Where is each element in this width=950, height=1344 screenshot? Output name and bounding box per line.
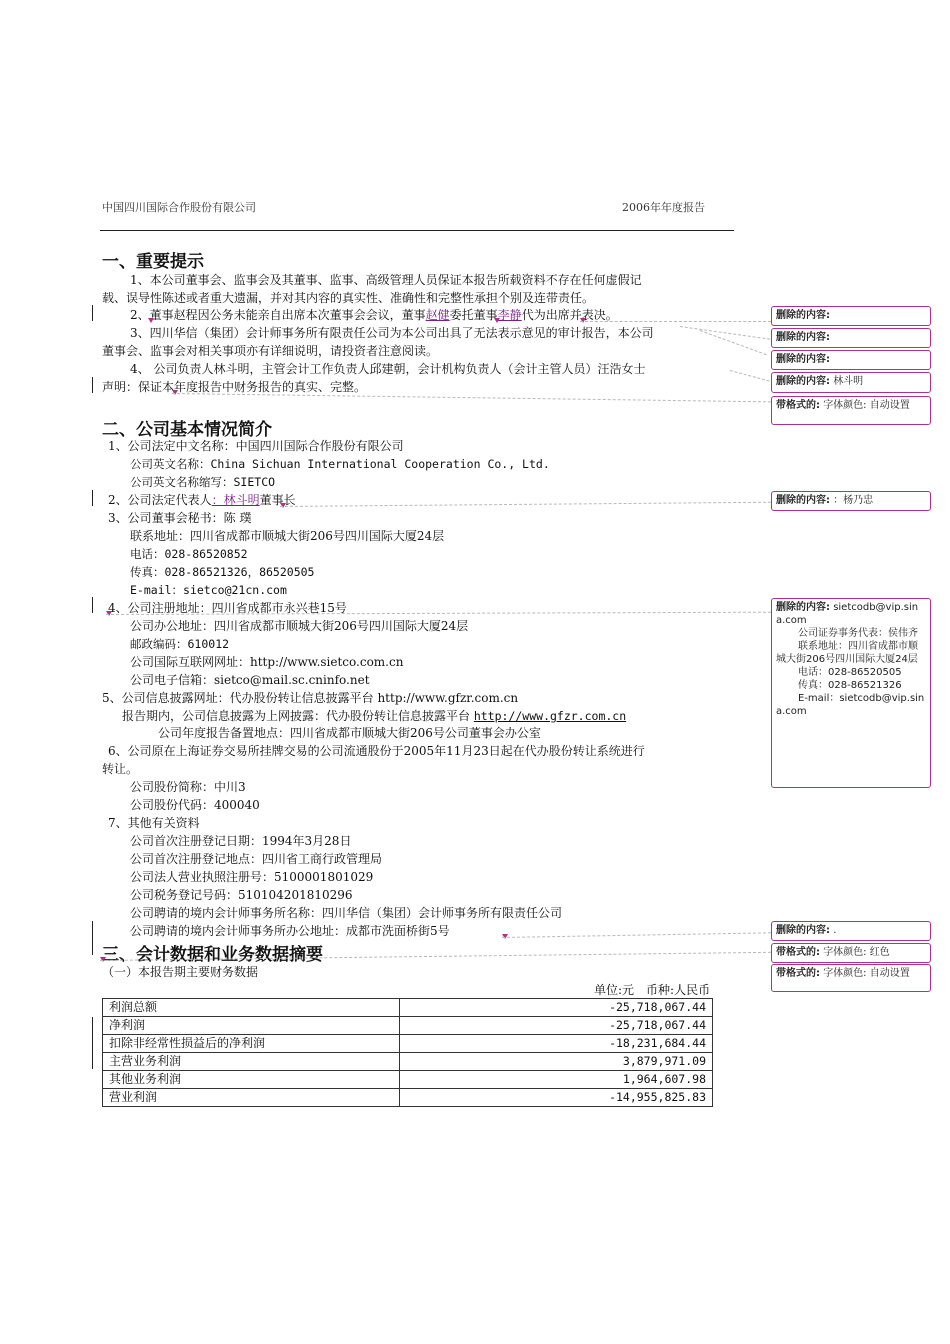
disclosure-link[interactable]: http://www.gfzr.com.cn: [473, 709, 627, 723]
comment-label: 删除的内容:: [776, 495, 830, 506]
para-1-line-1: 1、本公司董事会、监事会及其董事、监事、高级管理人员保证本报告所载资料不存在任何虚假记: [130, 273, 642, 287]
para-4-line-2: 声明：保证本年度报告中财务报告的真实、完整。: [102, 380, 367, 394]
inserted-text[interactable]: 李静: [497, 308, 522, 322]
section-1-title: 一、重要提示: [102, 252, 204, 272]
comment-balloon[interactable]: [771, 350, 931, 370]
unit-label: 单位:元 币种:人民币: [594, 983, 711, 997]
info-line: 公司首次注册登记日期：1994年3月28日: [130, 834, 352, 848]
table-row: [103, 999, 713, 1017]
para-3-line-2: 董事会、监事会对相关事项亦有详细说明，请投资者注意阅读。: [102, 344, 439, 358]
info-line: 公司首次注册登记地点：四川省工商行政管理局: [130, 852, 383, 866]
row-value: 1,964,607.98: [400, 1071, 713, 1089]
change-bar: [92, 490, 93, 506]
legal-rep-title: 董事长: [259, 493, 296, 507]
comment-balloon[interactable]: [771, 328, 931, 348]
table-row: [103, 1089, 713, 1107]
table-row: [103, 1053, 713, 1071]
info-line: 1、公司法定中文名称：中国四川国际合作股份有限公司: [108, 439, 404, 453]
comment-text: 电话：028-86520505: [798, 667, 902, 678]
comment-label: 删除的内容:: [776, 376, 830, 387]
inserted-text[interactable]: 赵健: [425, 308, 450, 322]
info-line: 4、公司注册地址：四川省成都市永兴巷15号: [108, 601, 347, 615]
revision-marker-icon: [148, 318, 154, 323]
row-label: 营业利润: [103, 1089, 400, 1107]
comment-balloon[interactable]: [771, 598, 931, 788]
info-line: 联系地址：四川省成都市顺城大街206号四川国际大厦24层: [130, 529, 445, 543]
disclosure-text: 报告期内，公司信息披露为上网披露：代办股份转让信息披露平台: [122, 709, 474, 723]
comment-balloon[interactable]: [771, 921, 931, 941]
header-rule: [100, 230, 734, 231]
info-line: 电话：028-86520852: [130, 547, 248, 561]
info-line: E-mail：sietco@21cn.com: [130, 583, 287, 597]
comment-text: 公司证券事务代表：侯伟齐: [798, 628, 918, 639]
table-row: [103, 1071, 713, 1089]
para-1-line-2: 载、误导性陈述或者重大遗漏，并对其内容的真实性、准确性和完整性承担个别及连带责任。: [102, 291, 595, 305]
comment-text: .: [833, 925, 837, 936]
comment-text: E-mail：sietcodb@vip.sina.com: [776, 693, 925, 717]
info-line: 公司聘请的境内会计师事务所办公地址：成都市洗面桥街5号: [130, 924, 450, 938]
info-line: 3、公司董事会秘书：陈 璞: [108, 511, 252, 525]
comment-label: 删除的内容:: [776, 354, 830, 365]
comment-connector: [580, 321, 771, 322]
comment-connector: [172, 393, 771, 402]
info-line: 7、其他有关资料: [108, 816, 200, 830]
comment-label: 删除的内容:: [776, 310, 830, 321]
table-row: [103, 1035, 713, 1053]
section-2-title: 二、公司基本情况简介: [102, 420, 272, 440]
info-line: 公司税务登记号码：510104201810296: [130, 888, 353, 902]
comment-text: 林斗明: [833, 376, 864, 387]
section-3-title: 三、会计数据和业务数据摘要: [102, 945, 323, 965]
comment-balloon[interactable]: [771, 943, 931, 963]
comment-text: 字体颜色: 自动设置: [823, 400, 910, 411]
change-bar: [92, 305, 93, 321]
change-bar: [92, 377, 93, 393]
info-line: 公司年度报告备置地点：四川省成都市顺城大街206号公司董事会办公室: [158, 726, 541, 740]
legal-rep-label: 2、公司法定代表人: [108, 493, 212, 507]
para-2: [130, 306, 618, 324]
comment-connector: [502, 932, 771, 938]
info-line: 公司英文名称缩写：SIETCO: [130, 475, 276, 489]
comment-connector: [730, 370, 770, 382]
comment-label: 带格式的:: [776, 968, 820, 979]
row-label: 利润总额: [103, 999, 400, 1017]
comment-balloon[interactable]: [771, 396, 931, 425]
comment-text: sietcodb@vip.sina.com: [776, 602, 919, 626]
info-line: 公司聘请的境内会计师事务所名称：四川华信（集团）会计师事务所有限责任公司: [130, 906, 563, 920]
info-line: 5、公司信息披露网址：代办股份转让信息披露平台 http://www.gfzr.com.cn: [102, 691, 519, 705]
info-line: 公司法人营业执照注册号：5100001801029: [130, 870, 374, 884]
row-value: -25,718,067.44: [400, 999, 713, 1017]
info-line: 6、公司原在上海证券交易所挂牌交易的公司流通股份于2005年11月23日起在代办股份转让系统进行: [108, 744, 645, 758]
info-line-disclosure: [122, 707, 626, 725]
info-line: 公司股份简称：中川3: [130, 780, 246, 794]
change-bar: [92, 597, 93, 613]
info-line: 公司电子信箱：sietco@mail.sc.cninfo.net: [130, 673, 370, 687]
comment-balloon[interactable]: [771, 372, 931, 393]
info-line-legal-rep: [108, 491, 296, 509]
row-label: 净利润: [103, 1017, 400, 1035]
header-company: 中国四川国际合作股份有限公司: [102, 201, 256, 214]
change-bar: [92, 921, 93, 955]
comment-balloon[interactable]: [771, 964, 931, 992]
row-label: 主营业务利润: [103, 1053, 400, 1071]
comment-balloon[interactable]: [771, 306, 931, 326]
row-label: 其他业务利润: [103, 1071, 400, 1089]
row-value: -25,718,067.44: [400, 1017, 713, 1035]
info-line: 公司国际互联网网址：http://www.sietco.com.cn: [130, 655, 404, 669]
comment-text: 传真：028-86521326: [798, 680, 902, 691]
table-row: [103, 1017, 713, 1035]
info-line: 公司股份代码：400040: [130, 798, 260, 812]
para-2-mid: 委托董事: [449, 308, 498, 322]
comment-label: 删除的内容:: [776, 602, 830, 613]
comment-label: 带格式的:: [776, 400, 820, 411]
para-2-pre: 2、董事赵程因公务未能亲自出席本次董事会会议，董事: [130, 308, 426, 322]
row-value: 3,879,971.09: [400, 1053, 713, 1071]
comment-text: 联系地址：四川省成都市顺城大街206号四川国际大厦24层: [776, 641, 918, 665]
info-line: 转让。: [102, 762, 139, 776]
para-4-line-1: 4、 公司负责人林斗明，主管会计工作负责人邱建朝，会计机构负责人（会计主管人员）汪浩女士: [130, 362, 646, 376]
comment-label: 带格式的:: [776, 947, 820, 958]
info-line: 公司英文名称：China Sichuan International Cooperation Co., Ltd.: [130, 457, 550, 471]
comment-balloon[interactable]: [771, 491, 931, 511]
comment-connector: [680, 326, 770, 340]
change-bar: [92, 1017, 93, 1069]
revision-marker-icon: [494, 318, 500, 323]
comment-text: ：杨乃忠: [833, 495, 874, 506]
header-report-title: 2006年年度报告: [622, 201, 705, 214]
section-3-subtitle: （一）本报告期主要财务数据: [102, 965, 259, 979]
info-line: 公司办公地址：四川省成都市顺城大街206号四川国际大厦24层: [130, 619, 469, 633]
comment-connector: [280, 502, 771, 507]
comment-text: 字体颜色: 红色: [823, 947, 890, 958]
row-value: -18,231,684.44: [400, 1035, 713, 1053]
inserted-text[interactable]: ：林斗明: [211, 493, 260, 507]
financial-data-table: [102, 998, 713, 1107]
para-2-post: 代为出席并表决。: [521, 308, 618, 322]
comment-label: 删除的内容:: [776, 332, 830, 343]
row-value: -14,955,825.83: [400, 1089, 713, 1107]
comment-text: 字体颜色: 自动设置: [823, 968, 910, 979]
row-label: 扣除非经常性损益后的净利润: [103, 1035, 400, 1053]
info-line: 传真：028-86521326，86520505: [130, 565, 315, 579]
info-line: 邮政编码：610012: [130, 637, 230, 651]
comment-label: 删除的内容:: [776, 925, 830, 936]
para-3-line-1: 3、四川华信（集团）会计师事务所有限责任公司为本公司出具了无法表示意见的审计报告，本公司: [130, 326, 654, 340]
